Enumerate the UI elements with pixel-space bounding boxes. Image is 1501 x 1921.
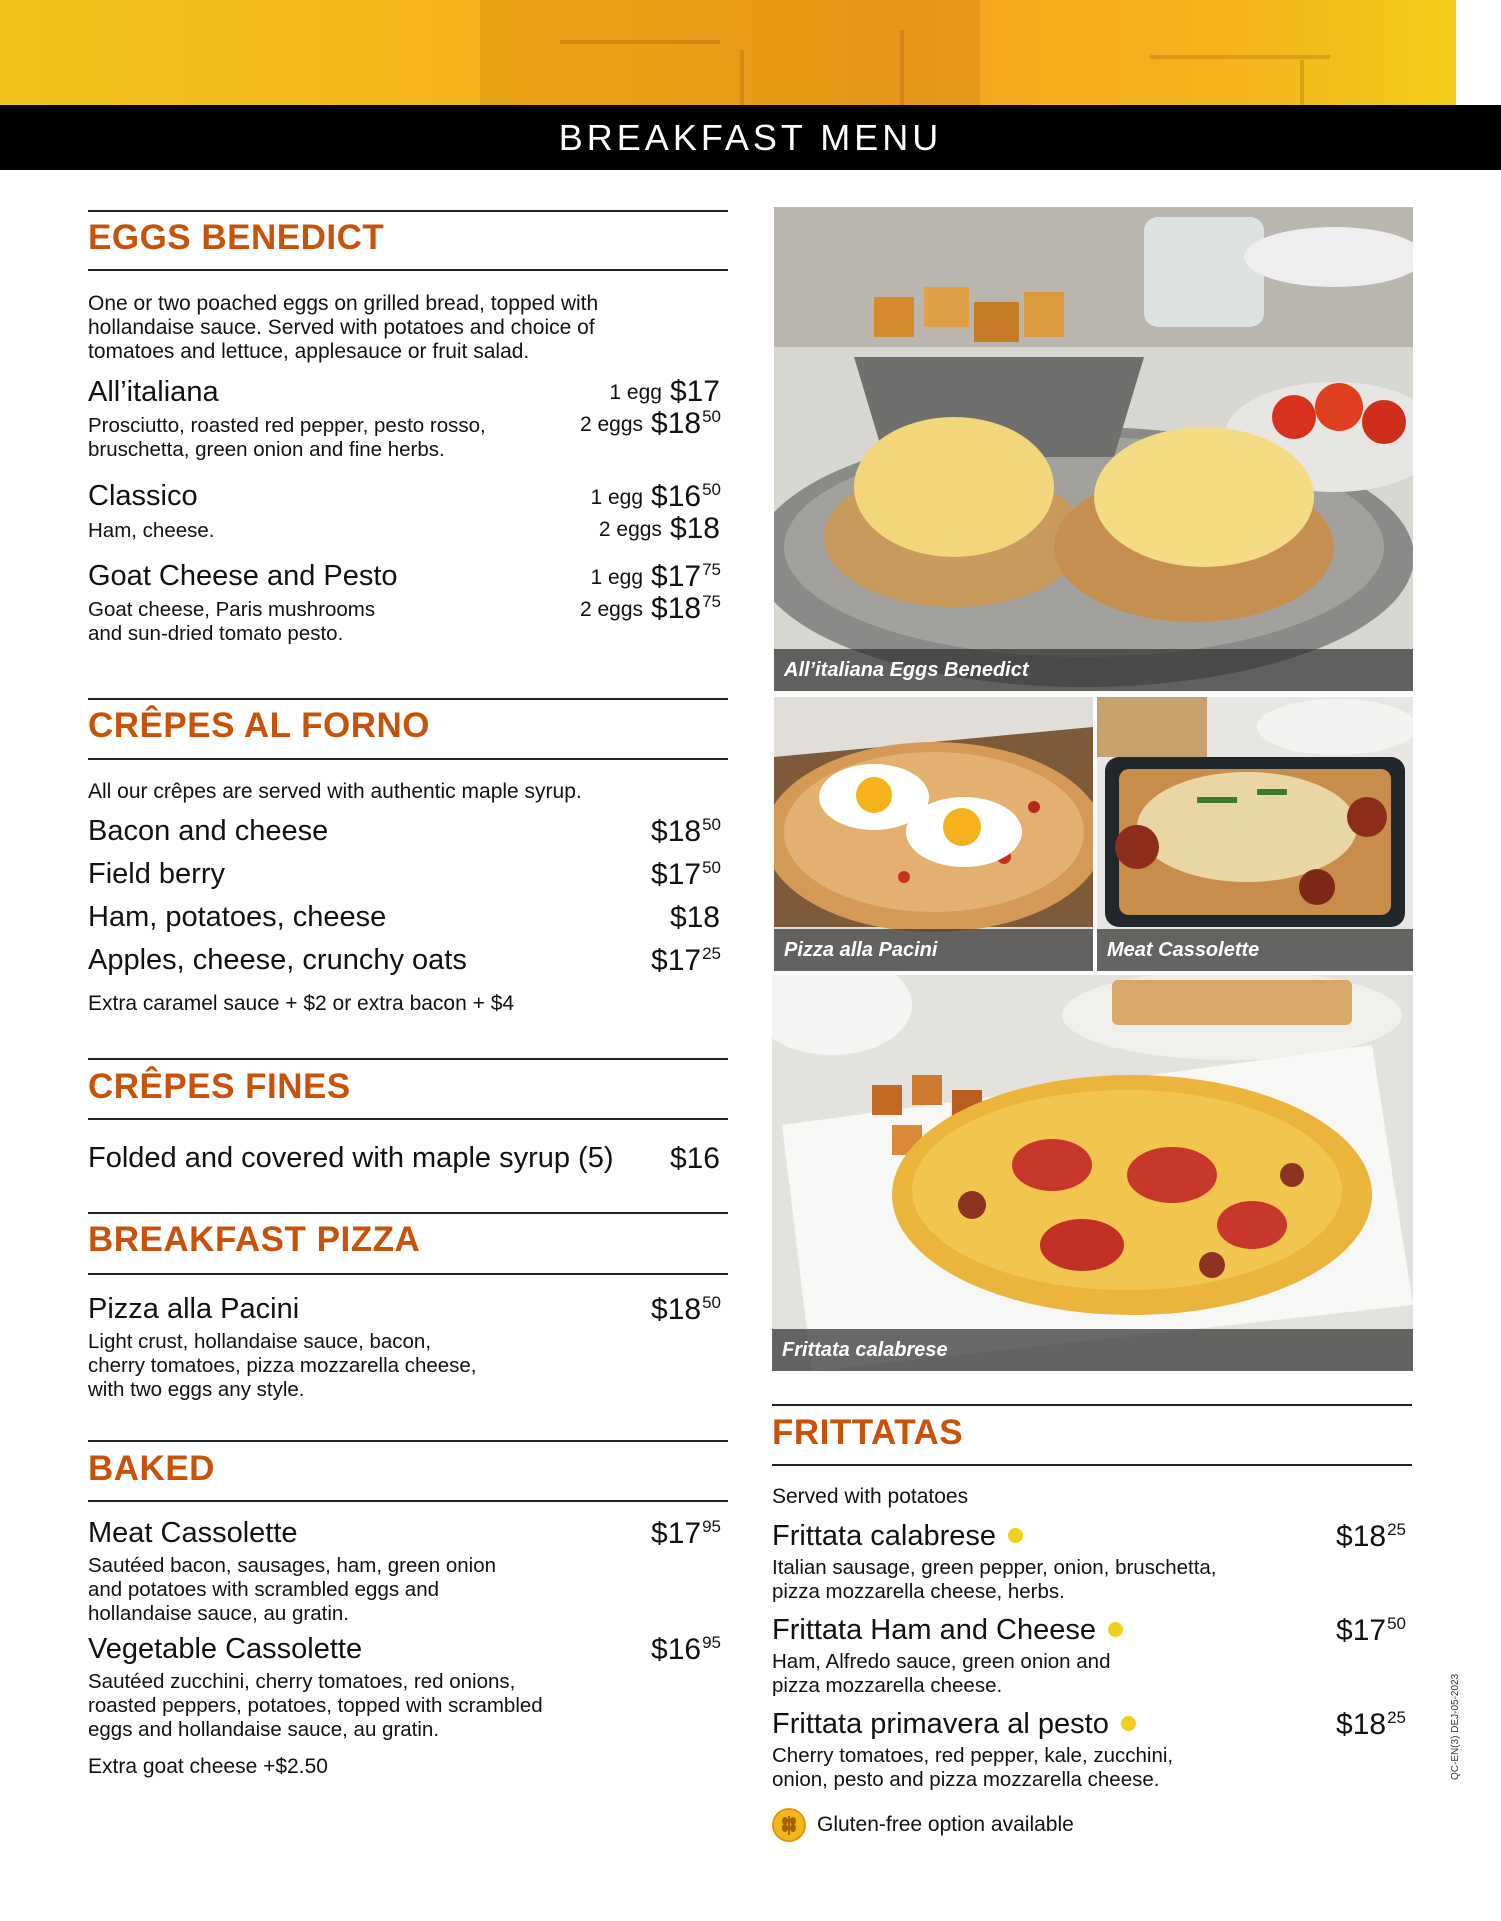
- item-name: Meat Cassolette: [88, 1517, 298, 1549]
- item-price: $\$18^{50}$: [651, 1293, 721, 1326]
- photo-frittata: [772, 975, 1413, 1371]
- item-description: Goat cheese, Paris mushrooms and sun-dried tomato pesto.: [88, 598, 376, 645]
- item-name: Pizza alla Pacini: [88, 1293, 300, 1325]
- item-description: Ham, Alfredo sauce, green onion and pizza mozzarella cheese.: [772, 1650, 1111, 1697]
- item-price: $\$18^{50}$: [651, 815, 721, 848]
- gluten-free-dot-icon: [1008, 1528, 1023, 1543]
- item-price: 2 eggs $\$18^{50}$: [579, 407, 721, 440]
- photo-eggs-benedict: [774, 207, 1413, 691]
- frittata-illustration: [772, 975, 1413, 1371]
- item-price: $16: [669, 1142, 720, 1175]
- photo-caption: Meat Cassolette: [1097, 929, 1413, 971]
- divider: [88, 210, 728, 212]
- item-description: Sautéed zucchini, cherry tomatoes, red onions, roasted peppers, potatoes, topped with scrambled eggs and hollandaise sauce, au gratin.: [88, 1670, 543, 1741]
- photo-caption: All’italiana Eggs Benedict: [774, 649, 1413, 691]
- item-description: Ham, cheese.: [88, 519, 215, 542]
- item-price: 1 egg $\$16^{50}$: [590, 480, 721, 513]
- section-intro-crepes-forno: All our crêpes are served with authentic maple syrup.: [88, 780, 582, 803]
- divider: [88, 758, 728, 760]
- item-description: Italian sausage, green pepper, onion, bruschetta, pizza mozzarella cheese, herbs.: [772, 1556, 1217, 1603]
- item-price: $\$16^{95}$: [651, 1633, 721, 1666]
- item-price: $\$17^{25}$: [651, 944, 721, 977]
- section-intro-eggs: One or two poached eggs on grilled bread, topped with hollandaise sauce. Served with potatoes and choice of tomatoes and lettuce, applesauce or fruit salad.: [88, 292, 599, 363]
- header-banner-image: [0, 0, 1501, 105]
- item-price: $\$17^{95}$: [651, 1517, 721, 1550]
- item-name: Vegetable Cassolette: [88, 1633, 363, 1665]
- item-description: Light crust, hollandaise sauce, bacon, cherry tomatoes, pizza mozzarella cheese, with two eggs any style.: [88, 1330, 477, 1401]
- item-name: Apples, cheese, crunchy oats: [88, 944, 467, 976]
- section-heading-baked: BAKED: [88, 1449, 215, 1488]
- item-name: Goat Cheese and Pesto: [88, 560, 398, 592]
- section-heading-eggs: EGGS BENEDICT: [88, 218, 385, 257]
- item-price: $\$18^{25}$: [1336, 1520, 1406, 1553]
- section-note: Extra caramel sauce + $2 or extra bacon + $4: [88, 992, 515, 1015]
- divider: [88, 1118, 728, 1120]
- item-description: Cherry tomatoes, red pepper, kale, zucchini, onion, pesto and pizza mozzarella cheese.: [772, 1744, 1174, 1791]
- divider: [88, 1212, 728, 1214]
- item-price: $\$17^{50}$: [651, 858, 721, 891]
- item-price: $18: [669, 901, 720, 934]
- item-price: $\$17^{50}$: [1336, 1614, 1406, 1647]
- item-name: Classico: [88, 480, 198, 512]
- section-heading-frittatas: FRITTATAS: [772, 1413, 964, 1452]
- section-heading-crepes-forno: CRÊPES AL FORNO: [88, 706, 430, 745]
- item-price: 2 eggs $\$18^{75}$: [579, 592, 721, 625]
- page-title: BREAKFAST MENU: [0, 105, 1501, 170]
- divider: [772, 1404, 1412, 1406]
- photo-caption: Frittata calabrese: [772, 1329, 1413, 1371]
- section-heading-pizza: BREAKFAST PIZZA: [88, 1220, 421, 1259]
- item-description: Prosciutto, roasted red pepper, pesto rosso, bruschetta, green onion and fine herbs.: [88, 414, 486, 461]
- item-name: All’italiana: [88, 376, 219, 408]
- divider: [88, 1273, 728, 1275]
- divider: [88, 1058, 728, 1060]
- divider: [772, 1464, 1412, 1466]
- item-price: 1 egg $17: [609, 375, 720, 408]
- divider: [88, 269, 728, 271]
- divider: [88, 1440, 728, 1442]
- item-name: Frittata Ham and Cheese: [772, 1614, 1123, 1647]
- divider: [88, 1500, 728, 1502]
- eggs-benedict-illustration: [774, 207, 1413, 691]
- section-heading-crepes-fines: CRÊPES FINES: [88, 1067, 351, 1106]
- item-price: 1 egg $\$17^{75}$: [590, 560, 721, 593]
- section-intro-frittatas: Served with potatoes: [772, 1485, 969, 1508]
- item-name: Bacon and cheese: [88, 815, 329, 847]
- item-name: Frittata primavera al pesto: [772, 1708, 1136, 1741]
- item-name: Ham, potatoes, cheese: [88, 901, 387, 933]
- gluten-free-icon: [772, 1808, 806, 1842]
- section-note: Extra goat cheese +$2.50: [88, 1755, 328, 1778]
- gluten-free-dot-icon: [1108, 1622, 1123, 1637]
- item-description: Sautéed bacon, sausages, ham, green onion and potatoes with scrambled eggs and hollandaise sauce, au gratin.: [88, 1554, 497, 1625]
- photo-caption: Pizza alla Pacini: [774, 929, 1093, 971]
- item-name: Field berry: [88, 858, 225, 890]
- divider: [88, 698, 728, 700]
- item-name: Frittata calabrese: [772, 1520, 1023, 1553]
- document-code: QC-EN(3) DEJ-05-2023: [1450, 1673, 1461, 1780]
- item-name: Folded and covered with maple syrup (5): [88, 1142, 614, 1174]
- photo-pizza: [774, 697, 1093, 971]
- gluten-free-dot-icon: [1121, 1716, 1136, 1731]
- item-price: $\$18^{25}$: [1336, 1708, 1406, 1741]
- item-price: 2 eggs $18: [598, 512, 720, 545]
- photo-cassolette: [1097, 697, 1413, 971]
- gluten-free-note: Gluten-free option available: [817, 1813, 1074, 1836]
